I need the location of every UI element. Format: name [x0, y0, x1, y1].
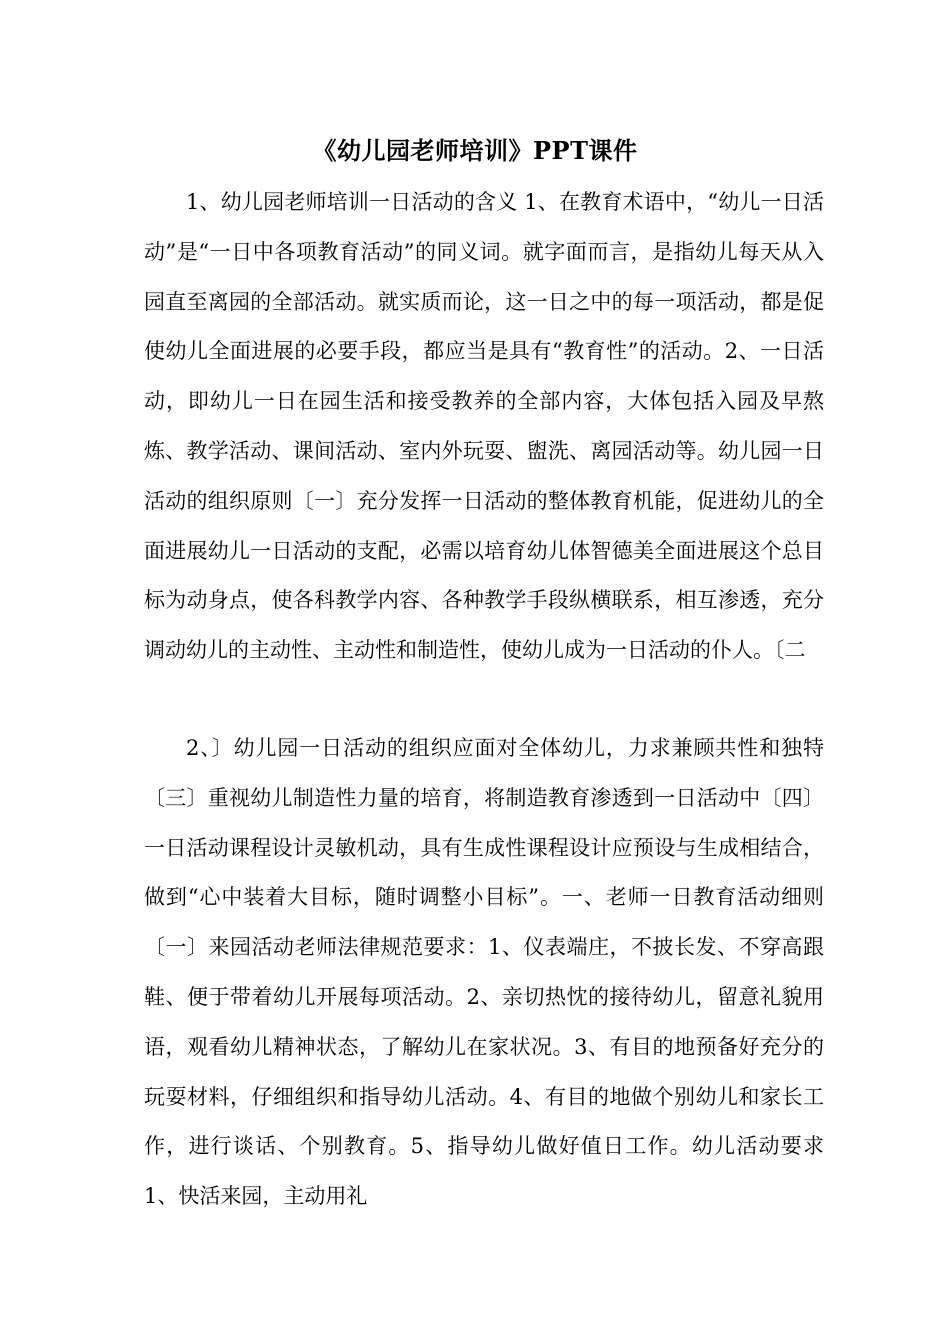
paragraph-2: 2、〕幼儿园一日活动的组织应面对全体幼儿，力求兼顾共性和独特〔三〕重视幼儿制造性力量的培育，将制造教育渗透到一日活动中〔四〕一日活动课程设计灵敏机动，具有生成性课程设计应预设与生成相结合，做到“心中装着大目标，随时调整小目标”。一、老师一日教育活动细则〔一〕来园活动老师法律规范要求：1、仪表端庄，不披长发、不穿高跟鞋、便于带着幼儿开展每项活动。2、亲切热忱的接待幼儿，留意礼貌用语，观看幼儿精神状态，了解幼儿在家状况。3、有目的地预备好充分的玩耍材料，仔细组织和指导幼儿活动。4、有目的地做个别幼儿和家长工作，进行谈话、个别教育。5、指导幼儿做好值日工作。幼儿活动要求 1、快活来园，主动用礼 [144, 736, 824, 1209]
page-title: 《幼儿园老师培训》PPT课件 [312, 136, 638, 165]
paragraph-1: 1、幼儿园老师培训一日活动的含义 1、在教育术语中，“幼儿一日活动”是“一日中各项教育活动”的同义词。就字面而言，是指幼儿每天从入园直至离园的全部活动。就实质而论，这一日之中的每一项活动，都是促使幼儿全面进展的必要手段，都应当是具有“教育性”的活动。2、一日活动，即幼儿一日在园生活和接受教养的全部内容，大体包括入园及早熬炼、教学活动、课间活动、室内外玩耍、盥洗、离园活动等。幼儿园一日活动的组织原则〔一〕充分发挥一日活动的整体教育机能，促进幼儿的全面进展幼儿一日活动的支配，必需以培育幼儿体智德美全面进展这个总目标为动身点，使各科教学内容、各种教学手段纵横联系，相互渗透，充分调动幼儿的主动性、主动性和制造性，使幼儿成为一日活动的仆人。〔二 [144, 190, 824, 663]
